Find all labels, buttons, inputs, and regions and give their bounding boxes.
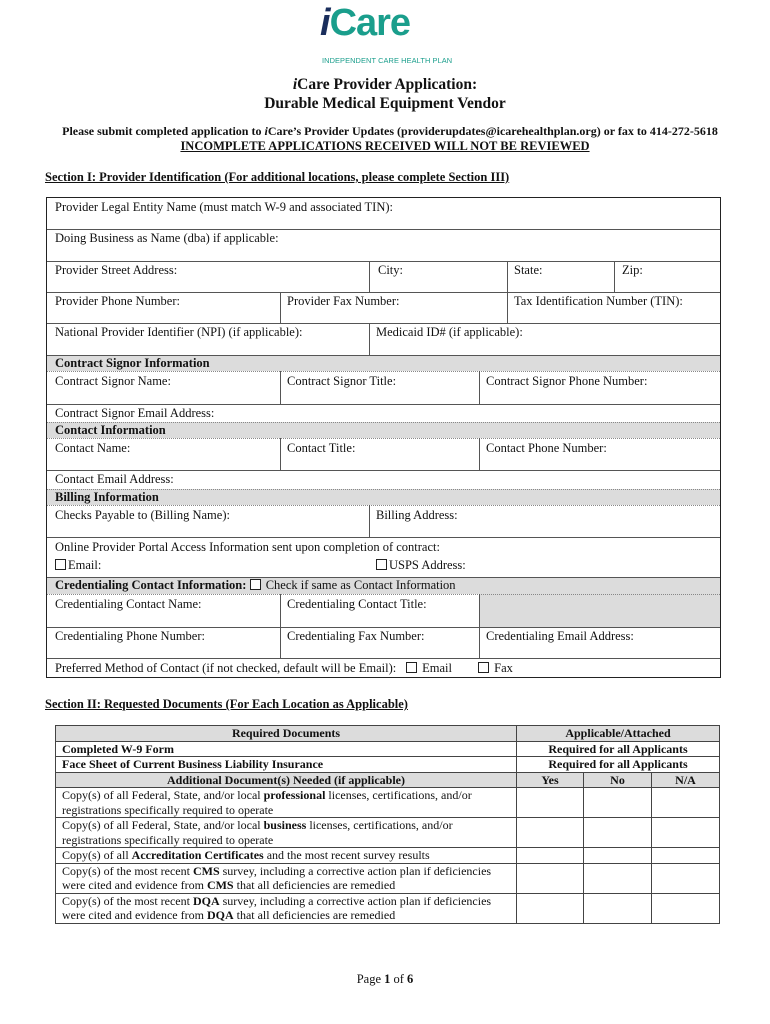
logo-tagline: INDEPENDENT CARE HEALTH PLAN	[322, 56, 453, 65]
credentialing-heading-row: Credentialing Contact Information: Check if same as Contact Information	[55, 578, 456, 592]
state-field[interactable]: State:	[514, 263, 543, 277]
doc-yes-cell[interactable]	[517, 893, 584, 923]
contact-name-field[interactable]: Contact Name:	[55, 441, 131, 455]
contract-signor-name-field[interactable]: Contract Signor Name:	[55, 374, 171, 388]
applicable-attached-header: Applicable/Attached	[517, 726, 720, 742]
doc-no-cell[interactable]	[584, 893, 652, 923]
document-subtitle: Durable Medical Equipment Vendor	[264, 95, 506, 112]
cred-email-field[interactable]: Credentialing Email Address:	[486, 629, 634, 643]
preferred-email-checkbox[interactable]	[406, 662, 417, 673]
portal-usps-checkbox[interactable]	[376, 559, 387, 570]
credentialing-blank-cell	[480, 594, 720, 627]
requested-documents-table	[55, 725, 720, 924]
required-documents-header: Required Documents	[56, 726, 517, 742]
contact-info-heading: Contact Information	[55, 423, 166, 437]
portal-email-option[interactable]: Email:	[55, 558, 101, 573]
doc-dqa-survey: Copy(s) of the most recent DQA survey, including a corrective action plan if deficiencies were cited and evidence from DQA that all deficiencies are remedied	[56, 893, 517, 923]
medicaid-id-field[interactable]: Medicaid ID# (if applicable):	[376, 325, 523, 339]
doc-na-cell[interactable]	[652, 893, 720, 923]
document-title: iCare Provider Application:	[292, 76, 478, 93]
contract-signor-email-field[interactable]: Contract Signor Email Address:	[55, 406, 215, 420]
cred-phone-field[interactable]: Credentialing Phone Number:	[55, 629, 205, 643]
no-header: No	[584, 772, 652, 788]
contact-title-field[interactable]: Contact Title:	[287, 441, 356, 455]
doc-professional-licenses: Copy(s) of all Federal, State, and/or local professional licenses, certifications, and/or registrations specifically required to operate	[56, 788, 517, 818]
doc-no-cell[interactable]	[584, 863, 652, 893]
billing-info-heading: Billing Information	[55, 490, 159, 504]
doc-no-cell[interactable]	[584, 788, 652, 818]
dba-field[interactable]: Doing Business as Name (dba) if applicable:	[55, 231, 279, 245]
cred-fax-field[interactable]: Credentialing Fax Number:	[287, 629, 425, 643]
section-1-heading: Section I: Provider Identification (For additional locations, please complete Section III)	[45, 170, 510, 184]
legal-entity-name-field[interactable]: Provider Legal Entity Name (must match W-9 and associated TIN):	[55, 200, 393, 214]
checks-payable-field[interactable]: Checks Payable to (Billing Name):	[55, 508, 230, 522]
contract-signor-heading: Contract Signor Information	[55, 356, 210, 370]
doc-yes-cell[interactable]	[517, 788, 584, 818]
na-header: N/A	[652, 772, 720, 788]
face-sheet-required: Required for all Applicants	[517, 757, 720, 773]
cred-same-checkbox[interactable]	[250, 579, 261, 590]
doc-yes-cell[interactable]	[517, 848, 584, 864]
page-number: Page 1 of 6	[356, 972, 414, 986]
cred-contact-title-field[interactable]: Credentialing Contact Title:	[287, 597, 427, 611]
w9-required: Required for all Applicants	[517, 741, 720, 757]
icare-logo	[320, 2, 460, 70]
provider-fax-field[interactable]: Provider Fax Number:	[287, 294, 400, 308]
portal-email-checkbox[interactable]	[55, 559, 66, 570]
doc-accreditation: Copy(s) of all Accreditation Certificates and the most recent survey results	[56, 848, 517, 864]
preferred-fax-option[interactable]: Fax	[478, 661, 513, 676]
preferred-email-option[interactable]: Email	[406, 661, 452, 676]
zip-field[interactable]: Zip:	[622, 263, 643, 277]
doc-business-licenses: Copy(s) of all Federal, State, and/or local business licenses, certifications, and/or registrations specifically required to operate	[56, 818, 517, 848]
street-address-field[interactable]: Provider Street Address:	[55, 263, 178, 277]
contact-email-field[interactable]: Contact Email Address:	[55, 472, 174, 486]
contract-signor-title-field[interactable]: Contract Signor Title:	[287, 374, 397, 388]
contact-phone-field[interactable]: Contact Phone Number:	[486, 441, 607, 455]
section-2-heading: Section II: Requested Documents (For Each Location as Applicable)	[45, 697, 408, 711]
doc-na-cell[interactable]	[652, 818, 720, 848]
preferred-fax-checkbox[interactable]	[478, 662, 489, 673]
w9-row: Completed W-9 Form	[56, 741, 517, 757]
contract-signor-phone-field[interactable]: Contract Signor Phone Number:	[486, 374, 648, 388]
city-field[interactable]: City:	[378, 263, 404, 277]
cred-contact-name-field[interactable]: Credentialing Contact Name:	[55, 597, 202, 611]
tin-field[interactable]: Tax Identification Number (TIN):	[514, 294, 683, 308]
yes-header: Yes	[517, 772, 584, 788]
doc-na-cell[interactable]	[652, 863, 720, 893]
doc-cms-survey: Copy(s) of the most recent CMS survey, including a corrective action plan if deficiencies were cited and evidence from CMS that all deficiencies are remedied	[56, 863, 517, 893]
submit-instructions: Please submit completed application to iCare’s Provider Updates (providerupdates@icarehealthplan.org) or fax to 414-272-5618	[62, 124, 718, 138]
incomplete-warning: INCOMPLETE APPLICATIONS RECEIVED WILL NOT BE REVIEWED	[180, 139, 590, 153]
npi-field[interactable]: National Provider Identifier (NPI) (if applicable):	[55, 325, 303, 339]
doc-no-cell[interactable]	[584, 818, 652, 848]
portal-access-info: Online Provider Portal Access Information sent upon completion of contract:	[55, 540, 440, 554]
additional-docs-header: Additional Document(s) Needed (if applicable)	[56, 772, 517, 788]
billing-address-field[interactable]: Billing Address:	[376, 508, 458, 522]
doc-yes-cell[interactable]	[517, 863, 584, 893]
portal-usps-option[interactable]: USPS Address:	[376, 558, 466, 573]
doc-na-cell[interactable]	[652, 848, 720, 864]
doc-na-cell[interactable]	[652, 788, 720, 818]
face-sheet-row: Face Sheet of Current Business Liability Insurance	[56, 757, 517, 773]
doc-no-cell[interactable]	[584, 848, 652, 864]
doc-yes-cell[interactable]	[517, 818, 584, 848]
preferred-contact-label: Preferred Method of Contact (if not checked, default will be Email):	[55, 661, 397, 675]
logo-wordmark: iCare	[320, 2, 411, 44]
provider-phone-field[interactable]: Provider Phone Number:	[55, 294, 180, 308]
